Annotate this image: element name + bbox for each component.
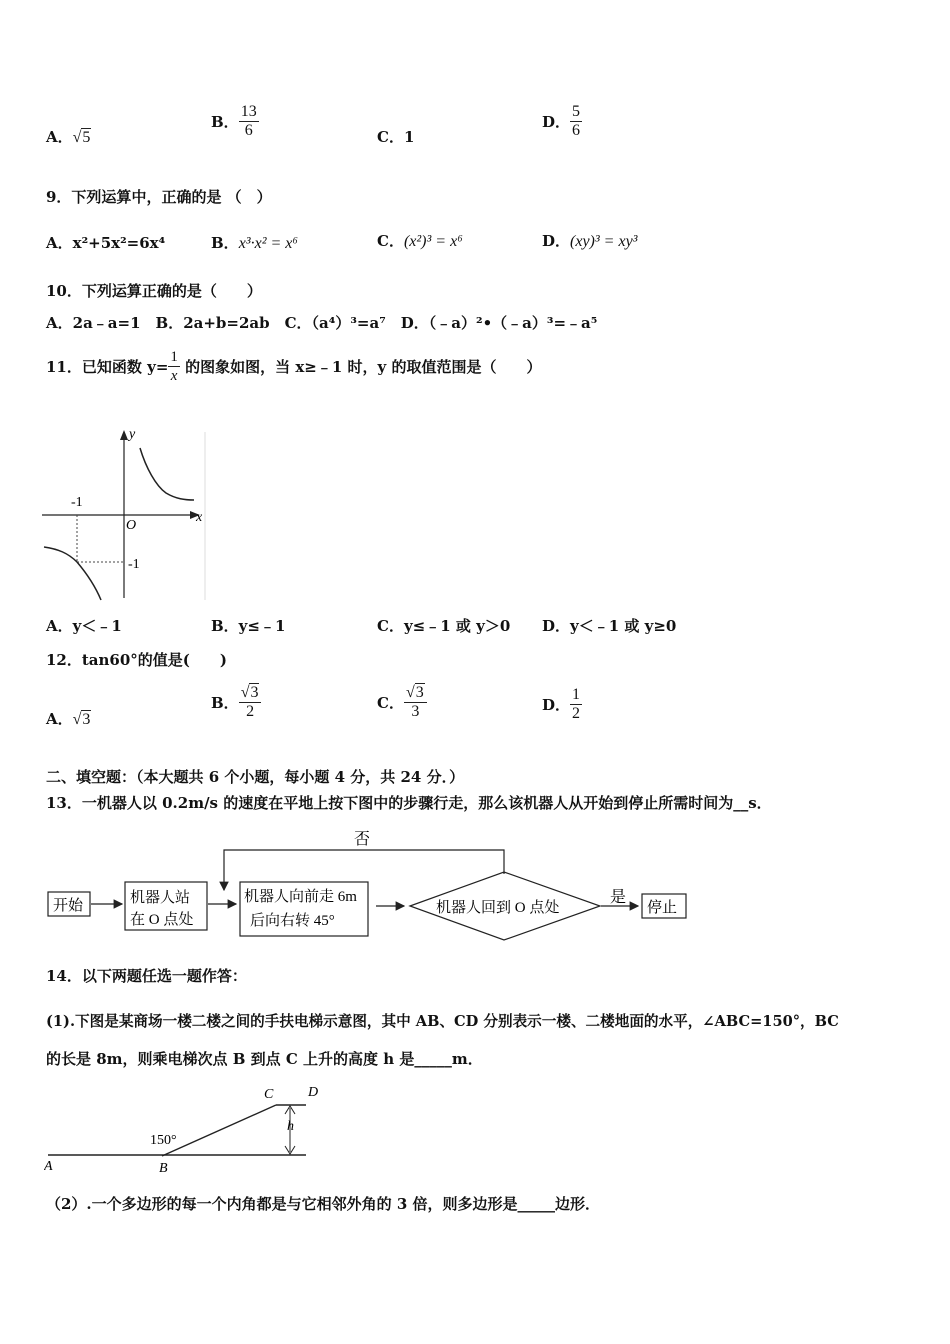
q13-stem: 13．一机器人以 0.2m/s 的速度在平地上按下图中的步骤行走，那么该机器人从开始到停止所需时间为__s． [46, 794, 772, 812]
q12-option-b: B． $\frac{√3}{2}$ [211, 684, 261, 721]
q8-d-label: D． [542, 113, 571, 131]
point-d-label: D [308, 1085, 319, 1100]
flow-stand-line1: 机器人站 [130, 890, 191, 906]
q8-d-fraction: $\frac{5}{6}$ [572, 103, 581, 139]
q14-escalator-figure [44, 1078, 324, 1178]
q11-option-b: B．y≤﹣1 [211, 617, 286, 635]
q12-b-fraction: $\frac{√3}{2}$ [239, 684, 262, 721]
q8-b-label: B． [211, 113, 239, 131]
angle-label: 150° [150, 1133, 177, 1148]
q8-a-sqrt: √5 [72, 129, 91, 146]
q11-option-c: C．y≤﹣1 或 y＞0 [377, 617, 511, 635]
flow-start-label: 开始 [53, 898, 84, 914]
flow-move-line2: 后向右转 45° [250, 913, 335, 929]
q8-option-d [542, 103, 582, 140]
point-b-label: B [159, 1161, 168, 1176]
q9-option-d: D．(xy)³ = xy³ [542, 232, 638, 250]
q9-option-b: B．x³·x² = x⁶ [211, 234, 298, 252]
q12-stem: 12．tan60°的值是( ) [46, 651, 227, 669]
origin-label: O [126, 518, 137, 533]
flow-decision-label: 机器人回到 O 点处 [436, 900, 560, 916]
height-h-label: h [287, 1119, 294, 1134]
q12-a-sqrt: √3 [72, 711, 91, 728]
q14-part1-line1: (1).下图是某商场一楼二楼之间的手扶电梯示意图，其中 AB、CD 分别表示一楼、二楼地面的水平，∠ABC=150°，BC [46, 1013, 839, 1030]
q8-c-label: C． [377, 128, 404, 146]
flow-stand-line2: 在 O 点处 [130, 912, 194, 928]
q8-a-label: A． [46, 128, 73, 146]
q11-stem: 11．已知函数 y= $\frac{1}{x}$ 的图象如图，当 x≥﹣1 时，y 的取值范围是（ ） [46, 349, 542, 384]
flow-move-line1: 机器人向前走 6m [244, 889, 357, 905]
point-a-label: A [44, 1159, 53, 1174]
q11-option-a: A．y＜﹣1 [46, 617, 122, 635]
q9-option-c: C．(x²)³ = x⁶ [377, 232, 463, 250]
y-axis-label: y [129, 427, 136, 442]
q9-option-a: A．x²+5x²=6x⁴ [46, 234, 166, 252]
q11-option-d: D．y＜﹣1 或 y≥0 [542, 617, 677, 635]
q8-option-a [46, 126, 91, 147]
flow-no-label: 否 [354, 831, 371, 848]
q14-stem: 14．以下两题任选一题作答： [46, 967, 247, 985]
q11-fraction: $\frac{1}{x}$ [170, 349, 178, 384]
q11-function-graph [40, 420, 220, 605]
q10-stem: 10．下列运算正确的是（ ） [46, 282, 262, 300]
q8-b-fraction: $\frac{13}{6}$ [240, 103, 257, 139]
q12-d-fraction: $\frac{1}{2}$ [572, 686, 581, 722]
section-2-title: 二、填空题：（本大题共 6 个小题，每小题 4 分，共 24 分．） [46, 768, 465, 786]
q12-option-a: A．√3 [46, 710, 91, 728]
q9-stem: 9．下列运算中，正确的是 （ ） [46, 188, 272, 206]
escalator-line-bc [162, 1105, 276, 1156]
flow-stop-label: 停止 [647, 900, 678, 916]
hyperbola-branch-left [44, 547, 101, 600]
point-c-label: C [264, 1087, 274, 1102]
flow-yes-label: 是 [610, 889, 627, 906]
q12-option-c: C． $\frac{√3}{3}$ [377, 684, 427, 721]
x-axis-label: x [196, 510, 203, 525]
q8-option-c [377, 126, 414, 147]
y-tick-label: -1 [128, 557, 140, 572]
x-tick-label: -1 [71, 495, 83, 510]
y-axis-arrow-icon [120, 430, 128, 440]
q12-option-d: D． $\frac{1}{2}$ [542, 686, 581, 722]
q8-option-b [211, 103, 259, 140]
q14-part1-line2: 的长是 8m，则乘电梯次点 B 到点 C 上升的高度 h 是_____m． [46, 1050, 483, 1068]
hyperbola-branch-right [140, 448, 194, 500]
q12-c-fraction: $\frac{√3}{3}$ [404, 684, 427, 721]
flow-loop-arrow [224, 850, 504, 890]
q10-options: A．2a﹣a=1 B．2a+b=2ab C．（a⁴）³=a⁷ D．（﹣a）²•（﹣a）³=﹣a⁵ [46, 314, 598, 332]
q14-part2: （2）.一个多边形的每一个内角都是与它相邻外角的 3 倍，则多边形是_____边形． [46, 1195, 601, 1213]
q8-c-value: 1 [403, 128, 415, 146]
q13-flowchart [44, 826, 704, 948]
